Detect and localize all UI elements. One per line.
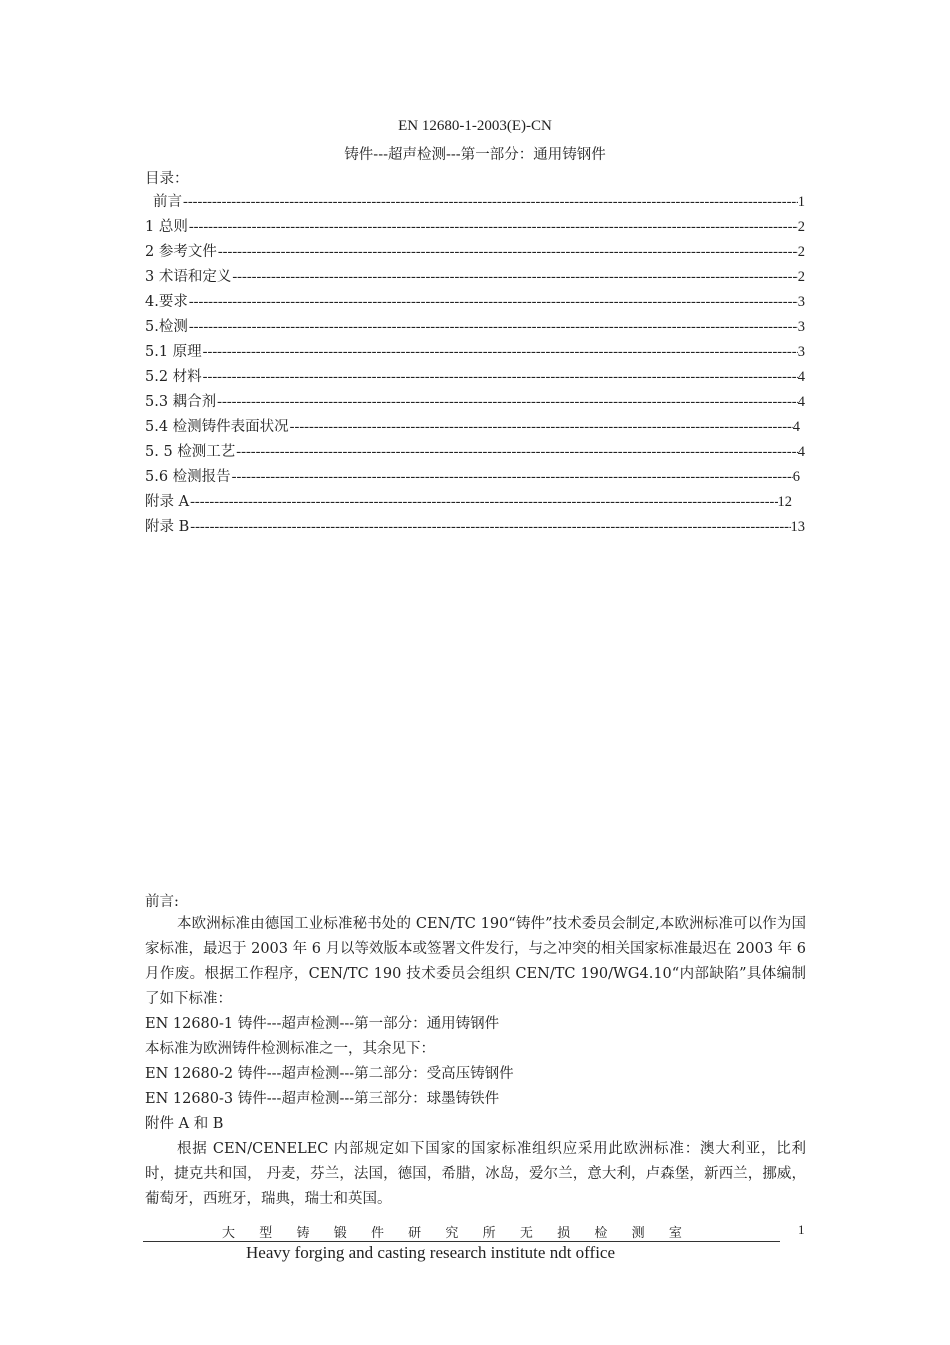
toc-entry-label: 附录 A <box>145 494 190 510</box>
footer-char: 无 <box>519 1226 533 1241</box>
toc-entry[interactable] <box>145 190 805 215</box>
toc-entry[interactable] <box>145 365 805 390</box>
toc-leader <box>217 390 798 415</box>
footer-char: 测 <box>631 1226 645 1241</box>
footer-char: 检 <box>594 1226 608 1241</box>
footer-char: 室 <box>668 1226 682 1241</box>
toc-entry[interactable] <box>145 440 805 465</box>
toc-entry[interactable] <box>145 415 800 440</box>
toc-leader <box>189 290 798 315</box>
toc-entry-label: 5.3 耦合剂 <box>145 394 217 410</box>
footer-char: 锻 <box>333 1226 347 1241</box>
toc-entry-page: 3 <box>797 294 805 310</box>
toc-entry[interactable] <box>145 315 805 340</box>
toc-leader <box>189 215 798 240</box>
preface-heading: 前言: <box>145 894 179 910</box>
toc-leader <box>203 340 798 365</box>
toc-entry-label: 5. 5 检测工艺 <box>145 444 236 460</box>
preface-line: EN 12680-1 铸件---超声检测---第一部分：通用铸钢件 <box>145 1016 500 1032</box>
toc-entry-page: 2 <box>797 269 805 285</box>
preface-line: EN 12680-3 铸件---超声检测---第三部分：球墨铸铁件 <box>145 1091 500 1107</box>
toc-leader <box>232 265 797 290</box>
preface-paragraph: 本欧洲标准由德国工业标准秘书处的 CEN/TC 190“铸件”技术委员会制定,本欧洲标准可以作为国家标准，最迟于 2003 年 6 月以等效版本或签署文件发行，与之冲突的相关国家标准最迟在 2003 年 6 月作废。根据工作程序，CEN/TC 190 技术委员会组织 CEN/TC 190/WG4.10“内部缺陷”具体编制了如下标准： <box>145 916 807 1007</box>
toc-heading: 目录： <box>145 171 189 187</box>
preface-line: EN 12680-2 铸件---超声检测---第二部分：受高压铸钢件 <box>145 1066 514 1082</box>
preface-body <box>145 912 806 1212</box>
table-of-contents <box>145 190 805 540</box>
toc-leader <box>190 490 777 515</box>
toc-entry[interactable] <box>145 340 805 365</box>
toc-entry-page: 4 <box>797 369 805 385</box>
toc-entry-page: 4 <box>792 419 800 435</box>
footer-organization-english: Heavy forging and casting research institute ndt office <box>246 1243 616 1262</box>
footer-char: 研 <box>408 1226 422 1241</box>
toc-entry[interactable] <box>145 215 805 240</box>
footer-organization <box>222 1222 682 1241</box>
toc-entry-label: 4.要求 <box>145 294 188 310</box>
toc-entry-page: 1 <box>797 194 805 210</box>
toc-entry[interactable] <box>145 240 805 265</box>
toc-entry[interactable] <box>145 465 800 490</box>
toc-leader <box>183 190 798 215</box>
toc-entry-page: 13 <box>790 519 805 535</box>
toc-leader <box>232 465 793 490</box>
preface-line: 附件 A 和 B <box>145 1116 224 1132</box>
toc-entry-label: 5.6 检测报告 <box>145 469 231 485</box>
toc-entry-label: 1 总则 <box>145 219 188 235</box>
footer-char: 究 <box>445 1226 459 1241</box>
toc-entry[interactable] <box>145 515 805 540</box>
footer-char: 型 <box>259 1226 273 1241</box>
footer-char: 所 <box>482 1226 496 1241</box>
toc-leader <box>290 415 793 440</box>
toc-leader <box>190 515 790 540</box>
toc-leader <box>236 440 797 465</box>
toc-entry-label: 3 术语和定义 <box>145 269 232 285</box>
footer-char: 铸 <box>296 1226 310 1241</box>
document-id: EN 12680-1-2003(E)-CN <box>398 118 552 134</box>
footer-char: 件 <box>370 1226 384 1241</box>
footer-char: 损 <box>557 1226 571 1241</box>
toc-entry[interactable] <box>145 290 805 315</box>
preface-paragraph: 根据 CEN/CENELEC 内部规定如下国家的国家标准组织应采用此欧洲标准：澳大利亚，比利时，捷克共和国， 丹麦，芬兰，法国，德国，希腊，冰岛，爱尔兰，意大利，卢森堡，新西兰，挪威， 葡萄牙，西班牙，瑞典，瑞士和英国。 <box>145 1141 806 1207</box>
toc-entry[interactable] <box>145 390 805 415</box>
toc-entry-page: 12 <box>777 494 792 510</box>
toc-entry[interactable] <box>145 490 792 515</box>
page-number: 1 <box>798 1222 805 1237</box>
toc-entry-page: 4 <box>797 444 805 460</box>
toc-entry-label: 5.2 材料 <box>145 369 202 385</box>
toc-leader <box>218 240 798 265</box>
toc-leader <box>189 315 798 340</box>
footer-char: 大 <box>222 1226 236 1241</box>
toc-entry-label: 5.1 原理 <box>145 344 202 360</box>
footer-divider <box>143 1241 780 1242</box>
toc-entry-page: 2 <box>797 244 805 260</box>
toc-entry[interactable] <box>145 265 805 290</box>
toc-entry-label: 5.检测 <box>145 319 188 335</box>
toc-entry-page: 3 <box>797 319 805 335</box>
toc-entry-label: 前言 <box>153 194 182 210</box>
toc-leader <box>203 365 798 390</box>
preface-line: 本标准为欧洲铸件检测标准之一，其余见下： <box>145 1041 435 1057</box>
toc-entry-label: 2 参考文件 <box>145 244 217 260</box>
toc-entry-page: 6 <box>792 469 800 485</box>
toc-entry-page: 4 <box>797 394 805 410</box>
document-title: 铸件---超声检测---第一部分：通用铸钢件 <box>344 147 606 163</box>
toc-entry-page: 2 <box>797 219 805 235</box>
toc-entry-label: 附录 B <box>145 519 190 535</box>
toc-entry-page: 3 <box>797 344 805 360</box>
toc-entry-label: 5.4 检测铸件表面状况 <box>145 419 289 435</box>
